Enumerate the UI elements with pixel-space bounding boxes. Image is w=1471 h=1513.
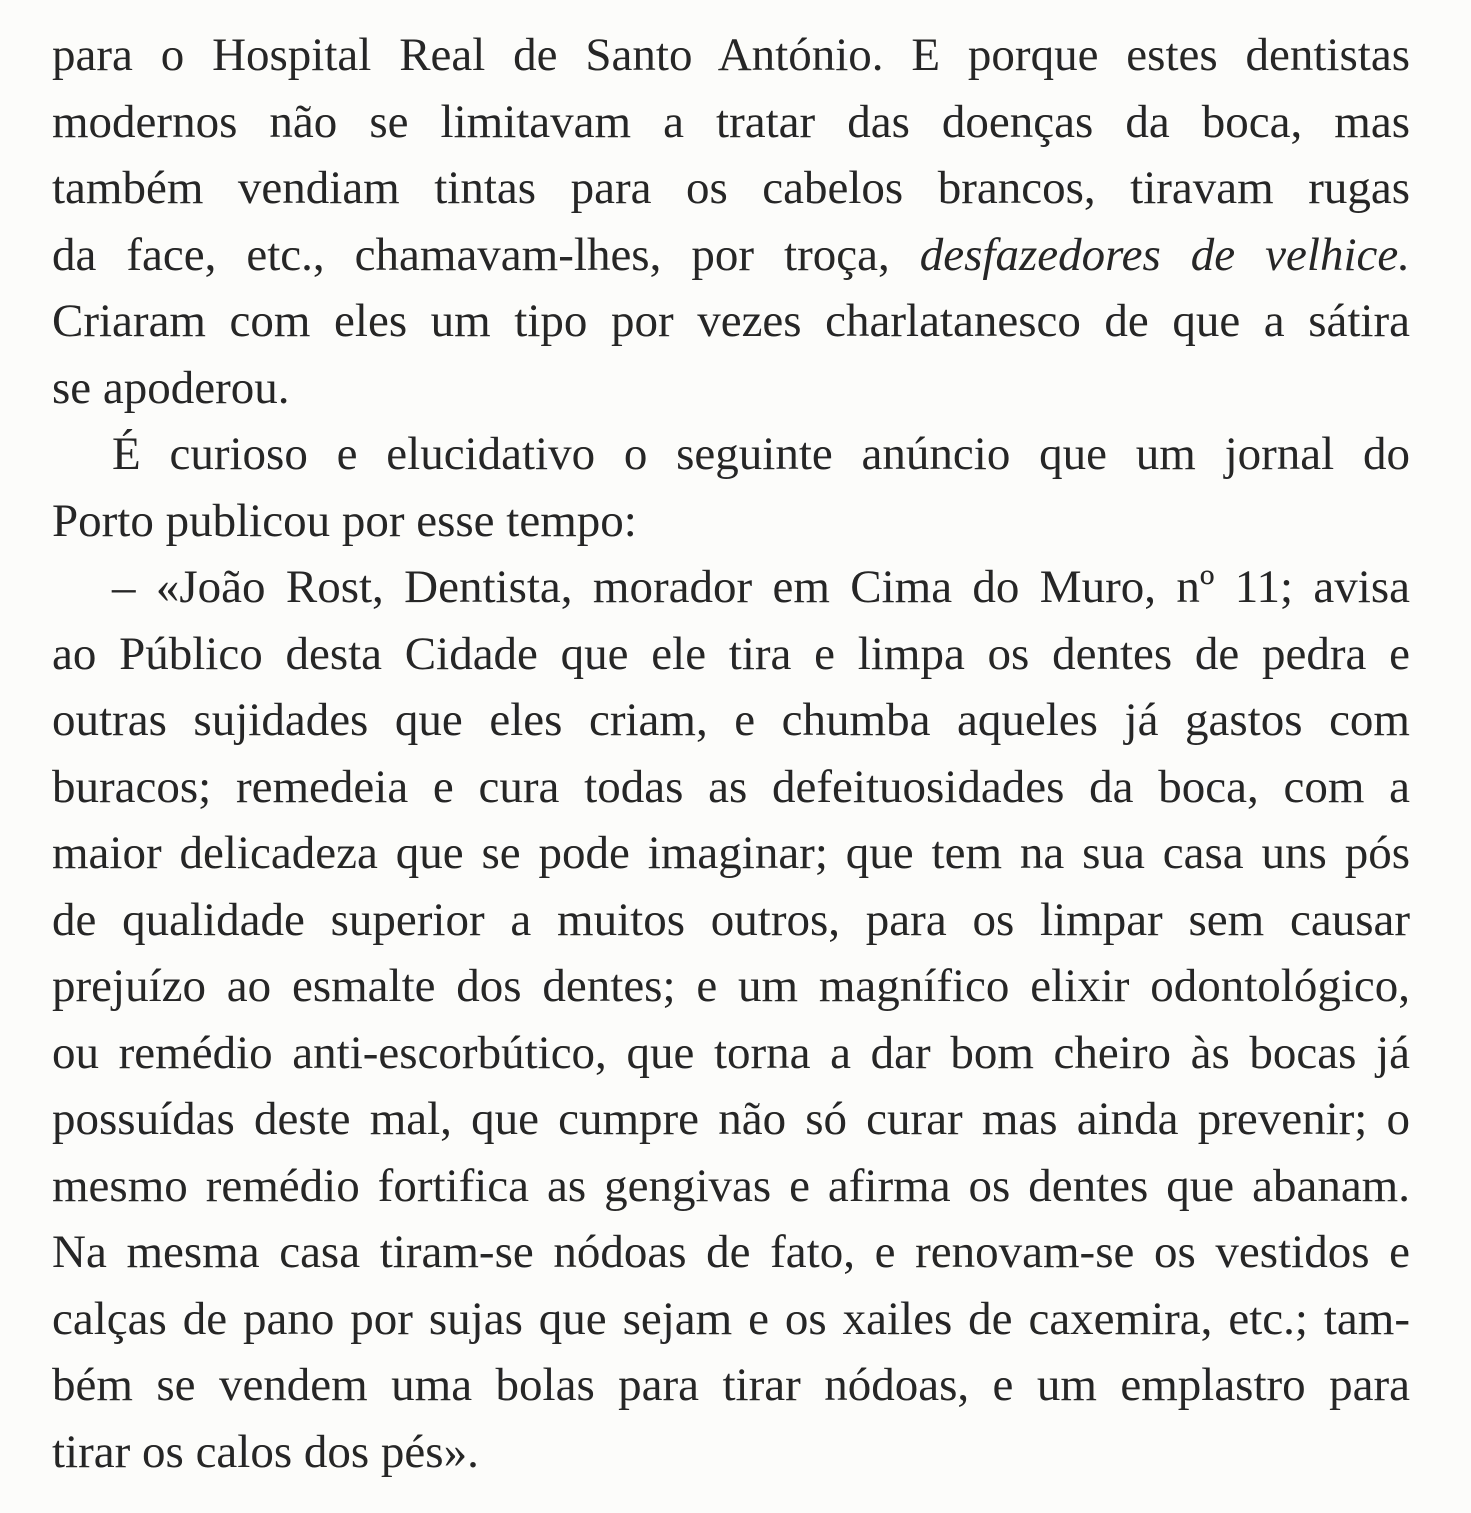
text-line (52, 820, 1410, 887)
text-run: possuídas deste mal, que cumpre não só curar mas ainda prevenir; o (52, 1093, 1410, 1145)
text-line (52, 687, 1410, 754)
text-line (52, 887, 1410, 954)
text-run: maior delicadeza que se pode imaginar; que tem na sua casa uns pós (52, 827, 1410, 879)
text-line (52, 953, 1410, 1020)
italic-phrase: desfazedores de velhice. (919, 228, 1410, 281)
text-run: modernos não se limitavam a tratar das doenças da boca, mas (52, 95, 1410, 148)
text-line (52, 1153, 1410, 1220)
text-run: outras sujidades que eles criam, e chumba aqueles já gastos com (52, 694, 1410, 746)
text-run: Porto publicou por esse tempo: (52, 494, 637, 547)
text-line (52, 288, 1410, 355)
text-line (52, 1419, 1410, 1486)
text-run: bém se vendem uma bolas para tirar nódoas, e um emplastro para (52, 1359, 1410, 1411)
text-run: Criaram com eles um tipo por vezes charlatanesco de que a sátira (52, 295, 1410, 347)
text-run: tirar os calos dos pés». (52, 1425, 479, 1478)
text-line (52, 554, 1410, 621)
text-line (52, 89, 1410, 156)
text-run: ao Público desta Cidade que ele tira e limpa os dentes de pedra e (52, 627, 1410, 680)
text-line (52, 22, 1410, 89)
text-run: calças de pano por sujas que sejam e os xailes de caxemira, etc.; tam- (52, 1292, 1410, 1345)
text-line (52, 488, 1410, 555)
body-text (52, 22, 1410, 1485)
text-run: se apoderou. (52, 361, 290, 414)
text-line (52, 1020, 1410, 1087)
text-run: Na mesma casa tiram-se nódoas de fato, e renovam-se os vestidos e (52, 1226, 1410, 1278)
text-line (52, 1286, 1410, 1353)
text-line (52, 421, 1410, 488)
text-line (52, 222, 1410, 289)
text-line (52, 754, 1410, 821)
text-run: da face, etc., chamavam-lhes, por troça, (52, 228, 920, 281)
text-run: de qualidade superior a muitos outros, para os limpar sem causar (52, 893, 1410, 946)
text-run: para o Hospital Real de Santo António. E porque estes dentistas (52, 29, 1410, 81)
text-run: ou remédio anti-escorbútico, que torna a dar bom cheiro às bocas já (52, 1026, 1410, 1079)
text-run: buracos; remedeia e cura todas as defeituosidades da boca, com a (52, 760, 1410, 813)
text-run: mesmo remédio fortifica as gengivas e afirma os dentes que abanam. (52, 1159, 1410, 1212)
text-line (52, 1086, 1410, 1153)
text-line (52, 1352, 1410, 1419)
text-line (52, 355, 1410, 422)
text-run: – «João Rost, Dentista, morador em Cima do Muro, nº 11; avisa (112, 561, 1410, 613)
text-line (52, 1219, 1410, 1286)
text-line (52, 621, 1410, 688)
text-run: É curioso e elucidativo o seguinte anúncio que um jornal do (112, 428, 1410, 480)
text-run: prejuízo ao esmalte dos dentes; e um magnífico elixir odontológico, (52, 960, 1410, 1012)
text-run: também vendiam tintas para os cabelos brancos, tiravam rugas (52, 162, 1410, 214)
text-line (52, 155, 1410, 222)
